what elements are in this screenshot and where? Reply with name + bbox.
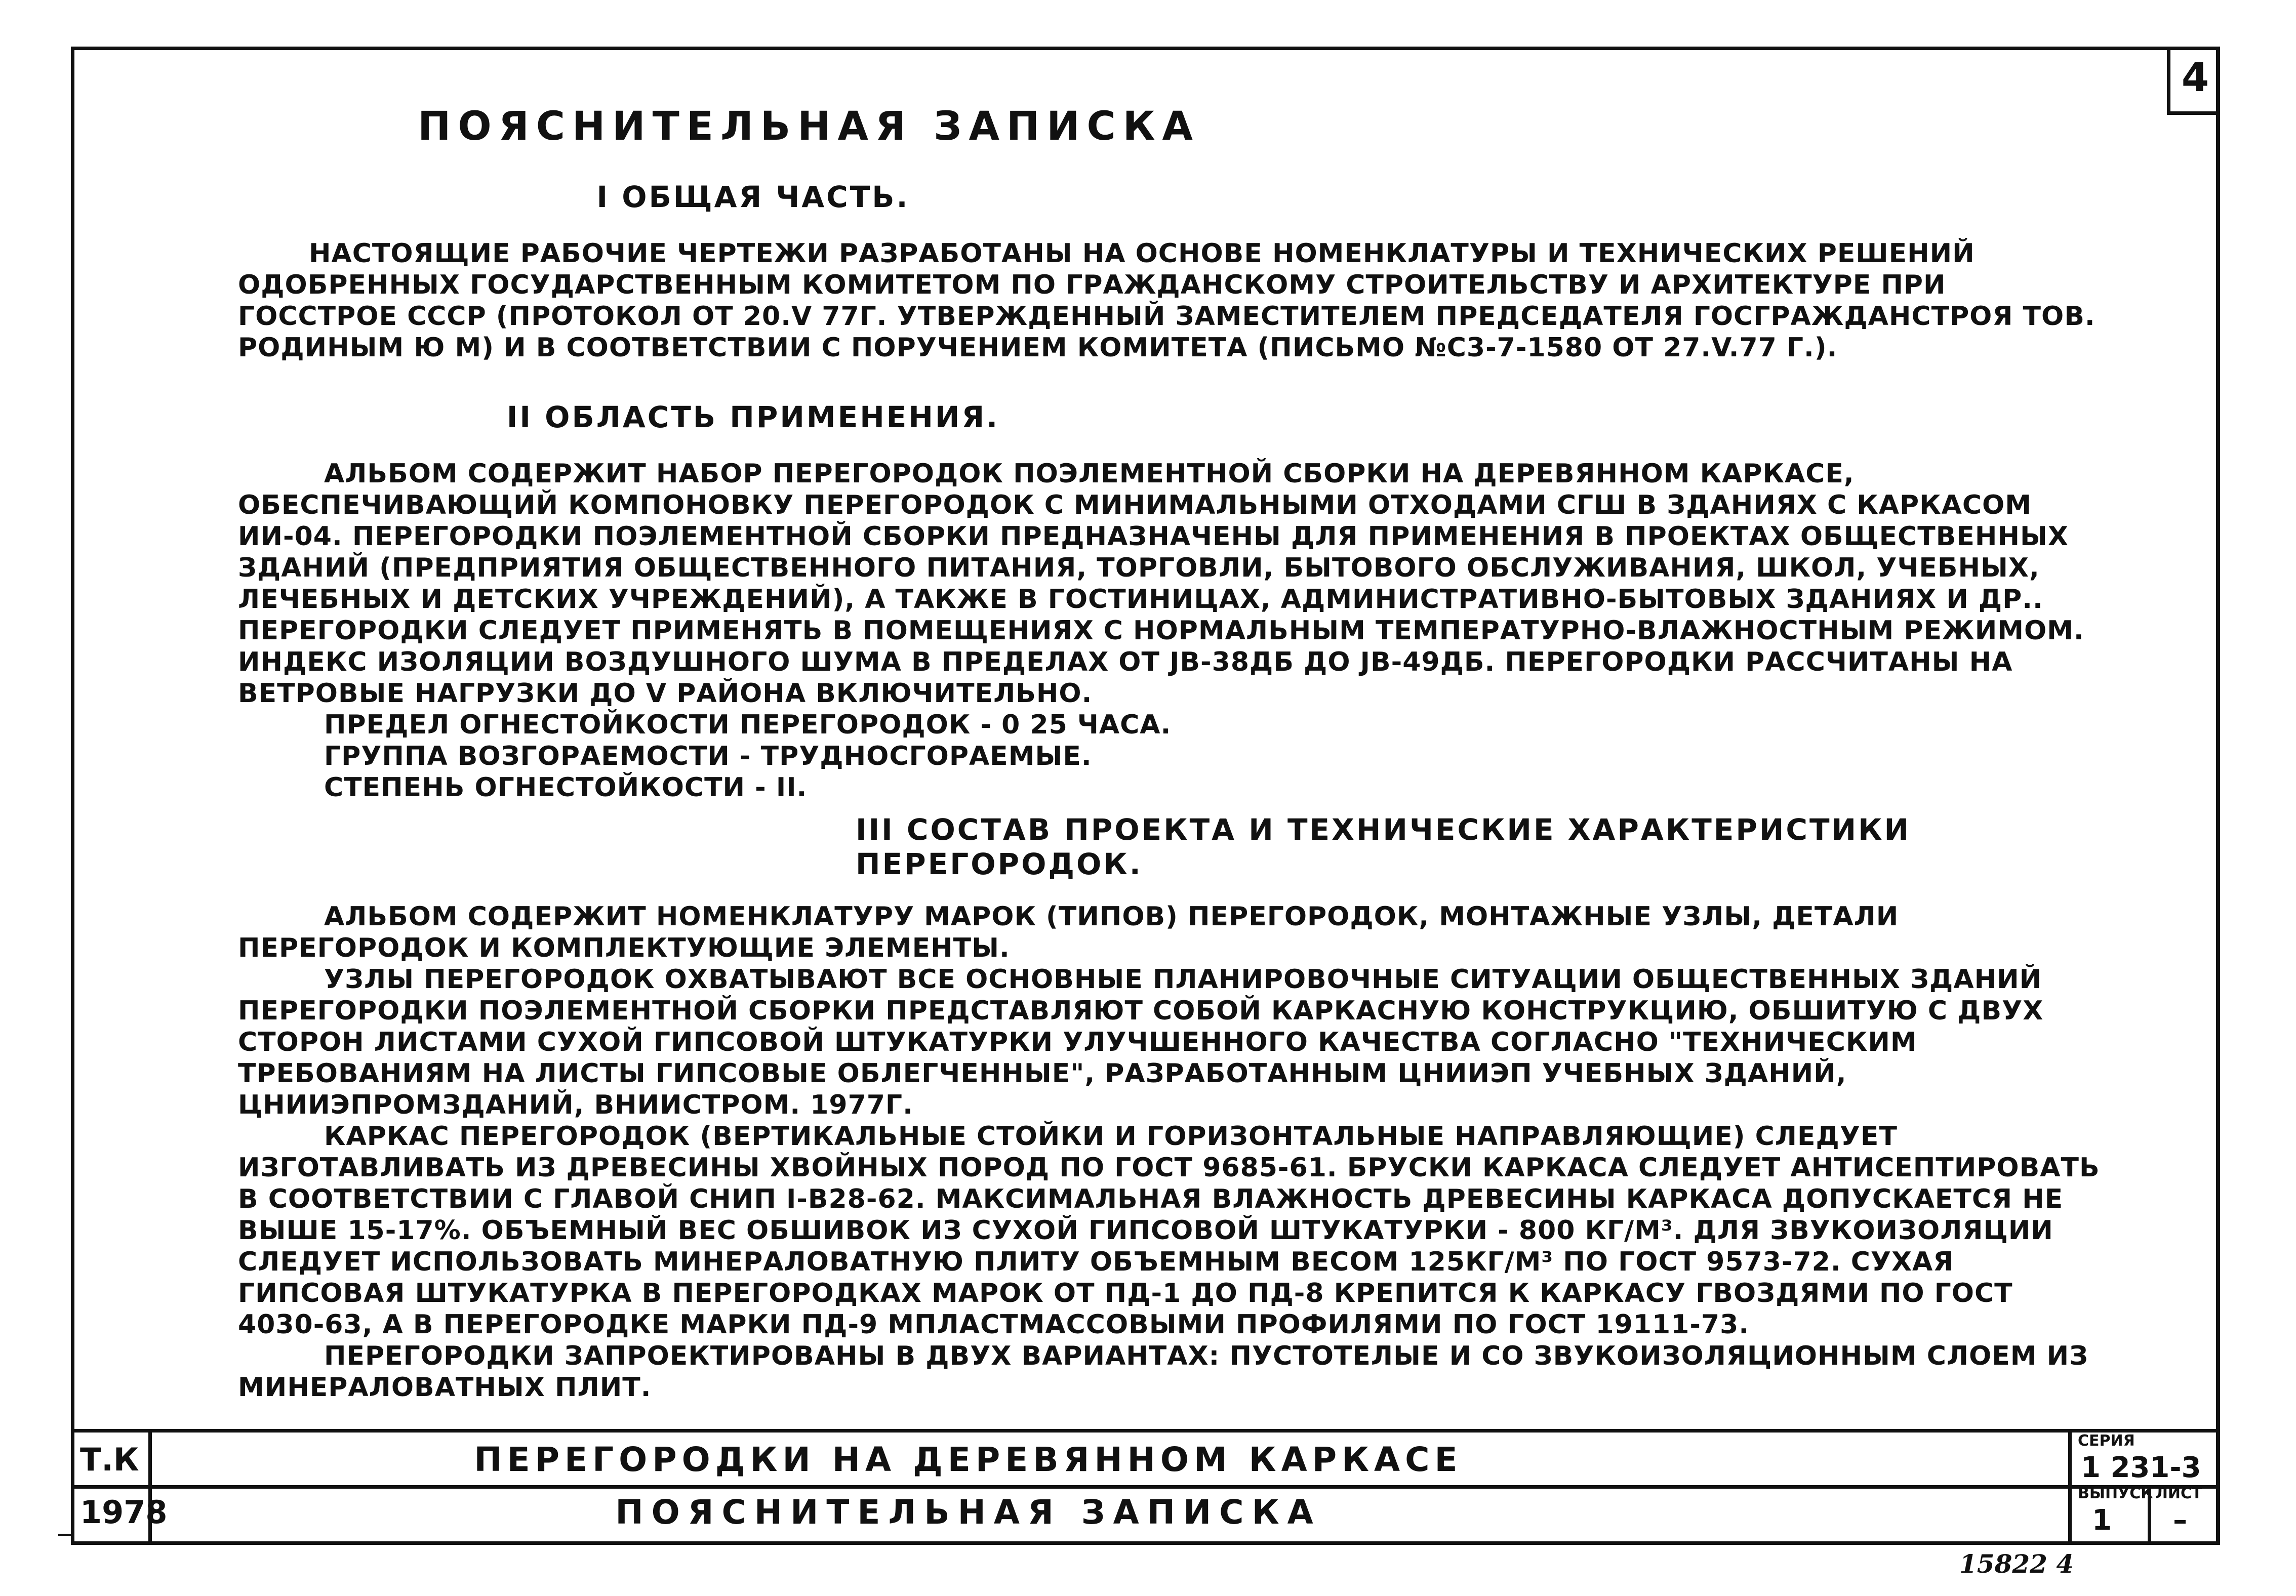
- sheet-label: ЛИСТ: [2155, 1485, 2202, 1502]
- sheet-number-box: [2167, 47, 2220, 115]
- section-1-title: I ОБЩАЯ ЧАСТЬ.: [596, 180, 910, 214]
- issue-value: 1: [2092, 1504, 2112, 1537]
- section-3-title: III СОСТАВ ПРОЕКТА И ТЕХНИЧЕСКИЕ ХАРАКТЕРИСТИКИ ПЕРЕГОРОДОК.: [856, 812, 1911, 881]
- fire-resistance-degree: СТЕПЕНЬ ОГНЕСТОЙКОСТИ - II.: [324, 772, 808, 803]
- series-cell: [2068, 1433, 2220, 1485]
- section-2-paragraph-1: АЛЬБОМ СОДЕРЖИТ НАБОР ПЕРЕГОРОДОК ПОЭЛЕМЕНТНОЙ СБОРКИ НА ДЕРЕВЯННОМ КАРКАСЕ, ОБЕСПЕЧИВАЮЩИЙ КОМПОНОВКУ ПЕРЕГОРОДОК С МИНИМАЛЬНЫМИ ОТХОДАМИ СГШ В ЗДАНИЯХ С КАРКАСОМ ИИ-04. ПЕРЕГОРОДКИ ПОЭЛЕМЕНТНОЙ СБОРКИ ПРЕДНАЗНАЧЕНЫ ДЛЯ ПРИМЕНЕНИЯ В ПРОЕКТАХ ОБЩЕСТВЕННЫХ ЗДАНИЙ (ПРЕДПРИЯТИЯ ОБЩЕСТВЕННОГО ПИТАНИЯ, ТОРГОВЛИ, БЫТОВОГО ОБСЛУЖИВАНИЯ, ШКОЛ, УЧЕБНЫХ, ЛЕЧЕБНЫХ И ДЕТСКИХ УЧРЕЖДЕНИЙ), А ТАКЖЕ В ГОСТИНИЦАХ, АДМИНИСТРАТИВНО-БЫТОВЫХ ЗДАНИЯХ И ДР.. ПЕРЕГОРОДКИ СЛЕДУЕТ ПРИМЕНЯТЬ В ПОМЕЩЕНИЯХ С НОРМАЛЬНЫМ ТЕМПЕРАТУРНО-ВЛАЖНОСТНЫМ РЕЖИМОМ. ИНДЕКС ИЗОЛЯЦИИ ВОЗДУШНОГО ШУМА В ПРЕДЕЛАХ ОТ JВ-38ДБ ДО JВ-49ДБ. ПЕРЕГОРОДКИ РАССЧИТАНЫ НА ВЕТРОВЫЕ НАГРУЗКИ ДО V РАЙОНА ВКЛЮЧИТЕЛЬНО.: [238, 459, 2084, 709]
- combustibility-group: ГРУППА ВОЗГОРАЕМОСТИ - ТРУДНОСГОРАЕМЫЕ.: [324, 741, 1092, 771]
- section-2-body: [238, 458, 2101, 803]
- section-1-paragraph-1: НАСТОЯЩИЕ РАБОЧИЕ ЧЕРТЕЖИ РАЗРАБОТАНЫ НА ОСНОВЕ НОМЕНКЛАТУРЫ И ТЕХНИЧЕСКИХ РЕШЕНИЙ ОДОБРЕННЫХ ГОСУДАРСТВЕННЫМ КОМИТЕТОМ ПО ГРАЖДАНСКОМУ СТРОИТЕЛЬСТВУ И АРХИТЕКТУРЕ ПРИ ГОССТРОЕ СССР (ПРОТОКОЛ ОТ 20.V 77Г. УТВЕРЖДЕННЫЙ ЗАМЕСТИТЕЛЕМ ПРЕДСЕДАТЕЛЯ ГОСГРАЖДАНСТРОЯ ТОВ. РОДИНЫМ Ю М) И В СООТВЕТСТВИИ С ПОРУЧЕНИЕМ КОМИТЕТА (ПИСЬМО №С3-7-1580 ОТ 27.V.77 Г.).: [238, 238, 2096, 363]
- section-3-paragraph-3: КАРКАС ПЕРЕГОРОДОК (ВЕРТИКАЛЬНЫЕ СТОЙКИ И ГОРИЗОНТАЛЬНЫЕ НАПРАВЛЯЮЩИЕ) СЛЕДУЕТ ИЗГОТАВЛИВАТЬ ИЗ ДРЕВЕСИНЫ ХВОЙНЫХ ПОРОД ПО ГОСТ 9685-61. БРУСКИ КАРКАСА СЛЕДУЕТ АНТИСЕПТИРОВАТЬ В СООТВЕТСТВИИ С ГЛАВОЙ СНИП I-В28-62. МАКСИМАЛЬНАЯ ВЛАЖНОСТЬ ДРЕВЕСИНЫ КАРКАСА ДОПУСКАЕТСЯ НЕ ВЫШЕ 15-17%. ОБЪЕМНЫЙ ВЕС ОБШИВОК ИЗ СУХОЙ ГИПСОВОЙ ШТУКАТУРКИ - 800 КГ/М³. ДЛЯ ЗВУКОИЗОЛЯЦИИ СЛЕДУЕТ ИСПОЛЬЗОВАТЬ МИНЕРАЛОВАТНУЮ ПЛИТУ ОБЪЕМНЫМ ВЕСОМ 125КГ/М³ ПО ГОСТ 9573-72. СУХАЯ ГИПСОВАЯ ШТУКАТУРКА В ПЕРЕГОРОДКАХ МАРОК ОТ ПД-1 ДО ПД-8 КРЕПИТСЯ К КАРКАСУ ГВОЗДЯМИ ПО ГОСТ 4030-63, А В ПЕРЕГОРОДКЕ МАРКИ ПД-9 МПЛАСТМАССОВЫМИ ПРОФИЛЯМИ ПО ГОСТ 19111-73.: [238, 1121, 2100, 1340]
- section-1-body: [238, 238, 2101, 363]
- sheet-number: 4: [2181, 55, 2209, 101]
- document-title: ПОЯСНИТЕЛЬНАЯ ЗАПИСКА: [615, 1493, 1321, 1532]
- issue-sheet-divider: [2148, 1485, 2151, 1545]
- archive-number: 15822 4: [1959, 1549, 2074, 1579]
- year: 1978: [71, 1485, 152, 1545]
- section-3-paragraph-2: УЗЛЫ ПЕРЕГОРОДОК ОХВАТЫВАЮТ ВСЕ ОСНОВНЫЕ ПЛАНИРОВОЧНЫЕ СИТУАЦИИ ОБЩЕСТВЕННЫХ ЗДАНИЙ ПЕРЕГОРОДКИ ПОЭЛЕМЕНТНОЙ СБОРКИ ПРЕДСТАВЛЯЮТ СОБОЙ КАРКАСНУЮ КОНСТРУКЦИЮ, ОБШИТУЮ С ДВУХ СТОРОН ЛИСТАМИ СУХОЙ ГИПСОВОЙ ШТУКАТУРКИ УЛУЧШЕННОГО КАЧЕСТВА СОГЛАСНО "ТЕХНИЧЕСКИМ ТРЕБОВАНИЯМ НА ЛИСТЫ ГИПСОВЫЕ ОБЛЕГЧЕННЫЕ", РАЗРАБОТАННЫМ ЦНИИЭП УЧЕБНЫХ ЗДАНИЙ, ЦНИИЭПРОМЗДАНИЙ, ВНИИСТРОМ. 1977Г.: [238, 964, 2044, 1120]
- org-code: Т.К: [71, 1433, 152, 1485]
- sheet-value: –: [2173, 1504, 2187, 1537]
- issue-sheet-cell: [2068, 1485, 2220, 1545]
- fire-resistance-limit: ПРЕДЕЛ ОГНЕСТОЙКОСТИ ПЕРЕГОРОДОК - 0 25 ЧАСА.: [324, 710, 1172, 740]
- series-label: СЕРИЯ: [2078, 1432, 2135, 1450]
- issue-label: ВЫПУСК: [2078, 1485, 2153, 1502]
- section-3-body: [238, 901, 2101, 1403]
- section-3-paragraph-4: ПЕРЕГОРОДКИ ЗАПРОЕКТИРОВАНЫ В ДВУХ ВАРИАНТАХ: ПУСТОТЕЛЫЕ И СО ЗВУКОИЗОЛЯЦИОННЫМ СЛОЕМ ИЗ МИНЕРАЛОВАТНЫХ ПЛИТ.: [238, 1341, 2089, 1403]
- title-block-row-1: [71, 1429, 2220, 1489]
- title-block-row-2: [71, 1485, 2220, 1545]
- section-2-title: II ОБЛАСТЬ ПРИМЕНЕНИЯ.: [506, 400, 1000, 434]
- section-3-paragraph-1: АЛЬБОМ СОДЕРЖИТ НОМЕНКЛАТУРУ МАРОК (ТИПОВ) ПЕРЕГОРОДОК, МОНТАЖНЫЕ УЗЛЫ, ДЕТАЛИ ПЕРЕГОРОДОК И КОМПЛЕКТУЮЩИЕ ЭЛЕМЕНТЫ.: [238, 902, 1899, 963]
- main-title: ПОЯСНИТЕЛЬНАЯ ЗАПИСКА: [418, 104, 1200, 149]
- margin-mark: [58, 1534, 73, 1536]
- album-title: ПЕРЕГОРОДКИ НА ДЕРЕВЯННОМ КАРКАСЕ: [474, 1440, 1463, 1479]
- series-value: 1 231-3: [2081, 1451, 2201, 1484]
